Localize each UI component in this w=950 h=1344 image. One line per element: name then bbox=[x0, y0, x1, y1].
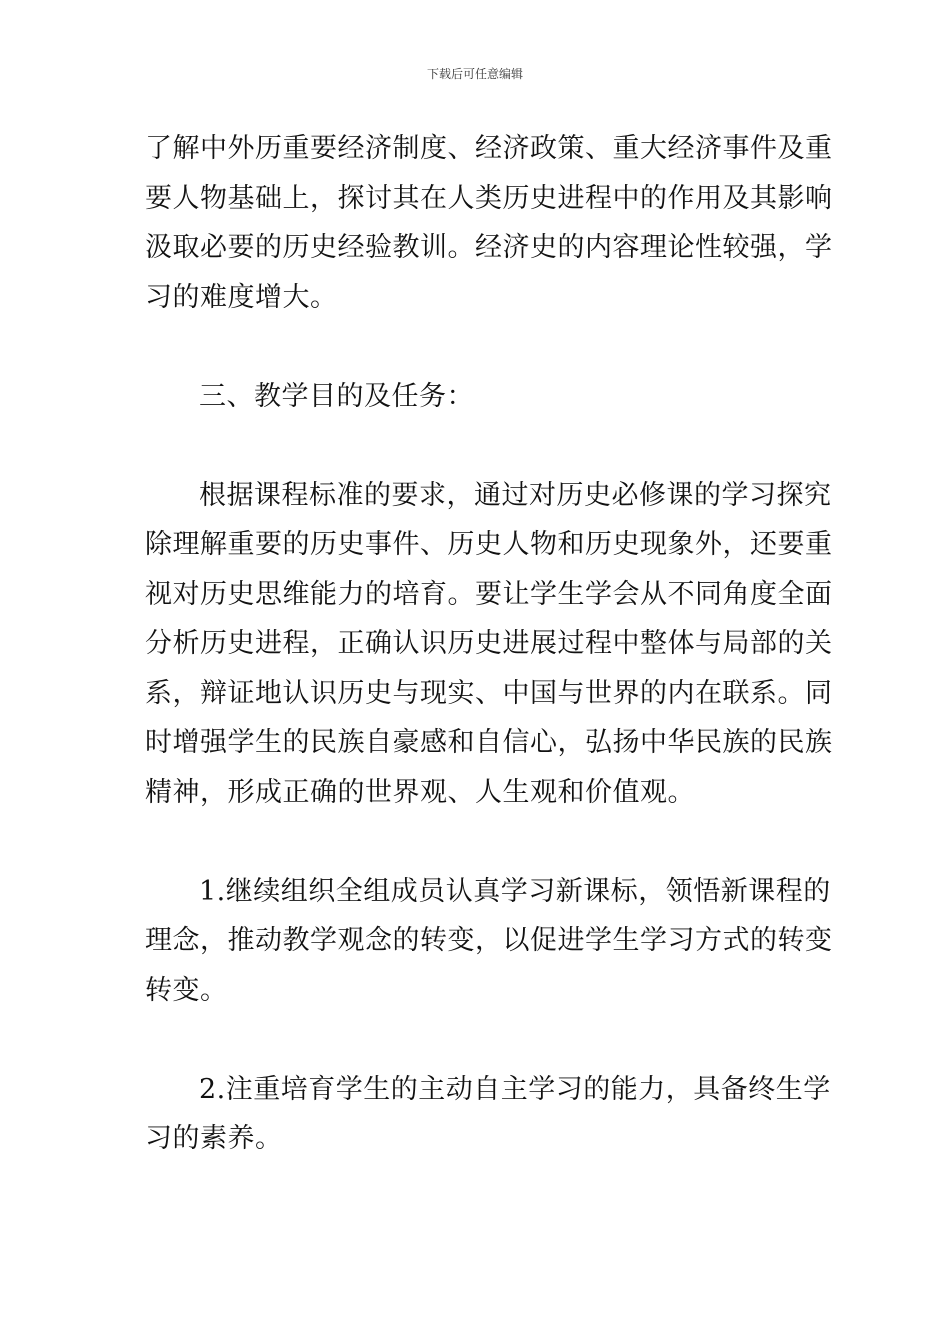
text-line: 汲取必要的历史经验教训。经济史的内容理论性较强，学 bbox=[145, 232, 833, 263]
document-body bbox=[145, 124, 833, 1164]
text-line: 分析历史进程，正确认识历史进展过程中整体与局部的关 bbox=[145, 628, 833, 659]
paragraph-curriculum-standards bbox=[145, 471, 833, 818]
text-line: 时增强学生的民族自豪感和自信心，弘扬中华民族的民族 bbox=[145, 727, 833, 758]
paragraph-spacer bbox=[145, 1015, 807, 1065]
text-line: 精神，形成正确的世界观、人生观和价值观。 bbox=[145, 776, 695, 808]
text-line: 习的素养。 bbox=[145, 1123, 283, 1154]
section-heading-teaching-goals bbox=[145, 372, 807, 422]
heading-line: 三、教学目的及任务： bbox=[199, 380, 474, 412]
text-line: 根据课程标准的要求，通过对历史必修课的学习探究 bbox=[199, 479, 832, 511]
text-line: 了解中外历重要经济制度、经济政策、重大经济事件及重 bbox=[145, 133, 833, 164]
text-line: 理念，推动教学观念的转变，以促进学生学习方式的转变 bbox=[145, 925, 833, 956]
text-line: 1.继续组织全组成员认真学习新课标，领悟新课程的 bbox=[199, 875, 831, 907]
text-line: 习的难度增大。 bbox=[145, 281, 338, 313]
paragraph-spacer bbox=[145, 421, 807, 471]
text-line: 转变。 bbox=[145, 974, 228, 1006]
text-line: 要人物基础上，探讨其在人类历史进程中的作用及其影响 bbox=[145, 182, 833, 214]
text-line: 2.注重培育学生的主动自主学习的能力，具备终生学 bbox=[199, 1073, 831, 1105]
page-header: 下载后可任意编辑 bbox=[426, 67, 523, 81]
paragraph-spacer bbox=[145, 817, 807, 867]
list-item-1 bbox=[145, 867, 833, 1016]
text-line: 系，辩证地认识历史与现实、中国与世界的内在联系。同 bbox=[145, 677, 833, 709]
list-item-2 bbox=[145, 1065, 831, 1164]
paragraph-economic-history bbox=[145, 124, 833, 322]
text-line: 除理解重要的历史事件、历史人物和历史现象外，还要重 bbox=[145, 529, 833, 560]
text-line: 视对历史思维能力的培育。要让学生学会从不同角度全面 bbox=[145, 578, 833, 610]
paragraph-spacer bbox=[145, 322, 807, 372]
